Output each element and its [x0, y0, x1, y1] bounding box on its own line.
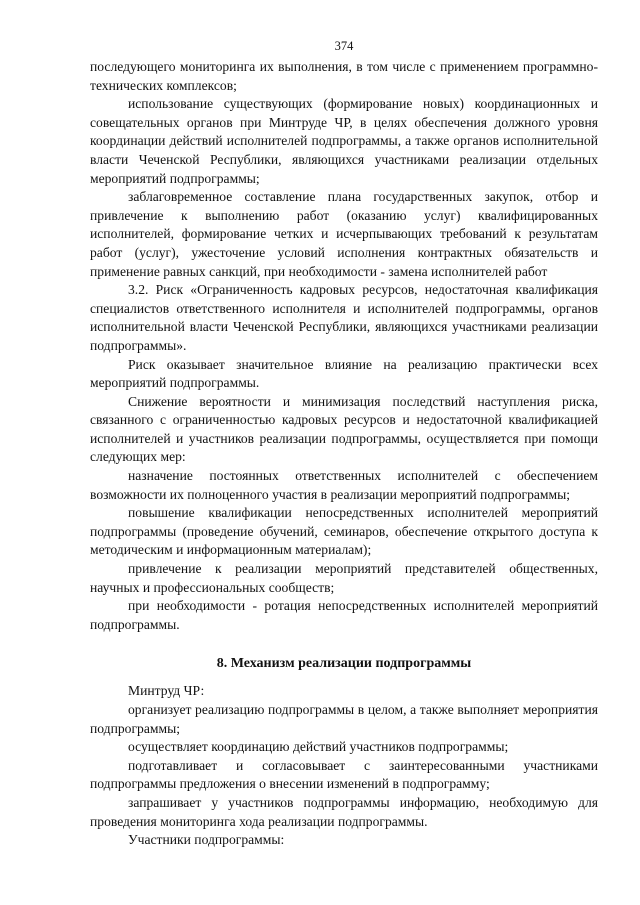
paragraph: организует реализацию подпрограммы в целом, а также выполняет мероприятия подпрограммы; — [90, 702, 598, 736]
paragraphs-after — [90, 682, 598, 849]
paragraph: запрашивает у участников подпрограммы информацию, необходимую для проведения мониторинга хода реализации подпрограммы. — [90, 794, 598, 829]
page-number: 374 — [334, 39, 354, 53]
paragraph: последующего мониторинга их выполнения, в том числе с применением программно-технических комплексов; — [90, 59, 598, 93]
paragraph: заблаговременное составление плана государственных закупок, отбор и привлечение к выполнению работ (оказанию услуг) квалифицированных исполнителей, формирование четких и исчерпывающих требований к результатам работ (услуг), ужесточение условий исполнения контрактных обязательств и применение равных санкций, при необходимости - замена исполнителей работ — [90, 189, 598, 279]
paragraph: осуществляет координацию действий участников подпрограммы; — [128, 739, 509, 755]
paragraph: повышение квалификации непосредственных исполнителей мероприятий подпрограммы (проведение обучений, семинаров, обеспечение открытого доступа к методическим и информационным материалам); — [90, 505, 598, 558]
paragraph: 3.2. Риск «Ограниченность кадровых ресурсов, недостаточная квалификация специалистов ответственного исполнителя и исполнителей подпрограммы, органов исполнительной власти Чеченской Республики, являющихся участниками реализации подпрограммы». — [90, 282, 598, 353]
paragraph: подготавливает и согласовывает с заинтересованными участниками подпрограммы предложения о внесении изменений в подпрограмму; — [90, 757, 598, 792]
paragraph: Участники подпрограммы: — [128, 832, 285, 848]
paragraphs-before — [90, 58, 598, 634]
paragraph: привлечение к реализации мероприятий представителей общественных, научных и профессиональных сообществ; — [90, 561, 598, 595]
paragraph: назначение постоянных ответственных исполнителей с обеспечением возможности их полноценного участия в реализации мероприятий подпрограммы; — [90, 468, 598, 502]
paragraph: при необходимости - ротация непосредственных исполнителей мероприятий подпрограммы. — [90, 598, 598, 632]
paragraph: Риск оказывает значительное влияние на реализацию практически всех мероприятий подпрограммы. — [90, 356, 598, 391]
section-heading: 8. Механизм реализации подпрограммы — [216, 656, 472, 672]
paragraph: использование существующих (формирование новых) координационных и совещательных органов при Минтруде ЧР, в целях обеспечения должного уровня координации действий исполнителей подпрограммы, а также органов исполнительной власти Чеченской Республики, являющихся участниками реализации отдельных мероприятий подпрограммы; — [90, 96, 598, 186]
paragraph: Снижение вероятности и минимизация последствий наступления риска, связанного с ограниченностью кадровых ресурсов и недостаточной квалификацией исполнителей и участников реализации подпрограммы, осуществляется при помощи следующих мер: — [90, 393, 598, 465]
document-page — [90, 38, 598, 850]
paragraph: Минтруд ЧР: — [128, 683, 205, 699]
